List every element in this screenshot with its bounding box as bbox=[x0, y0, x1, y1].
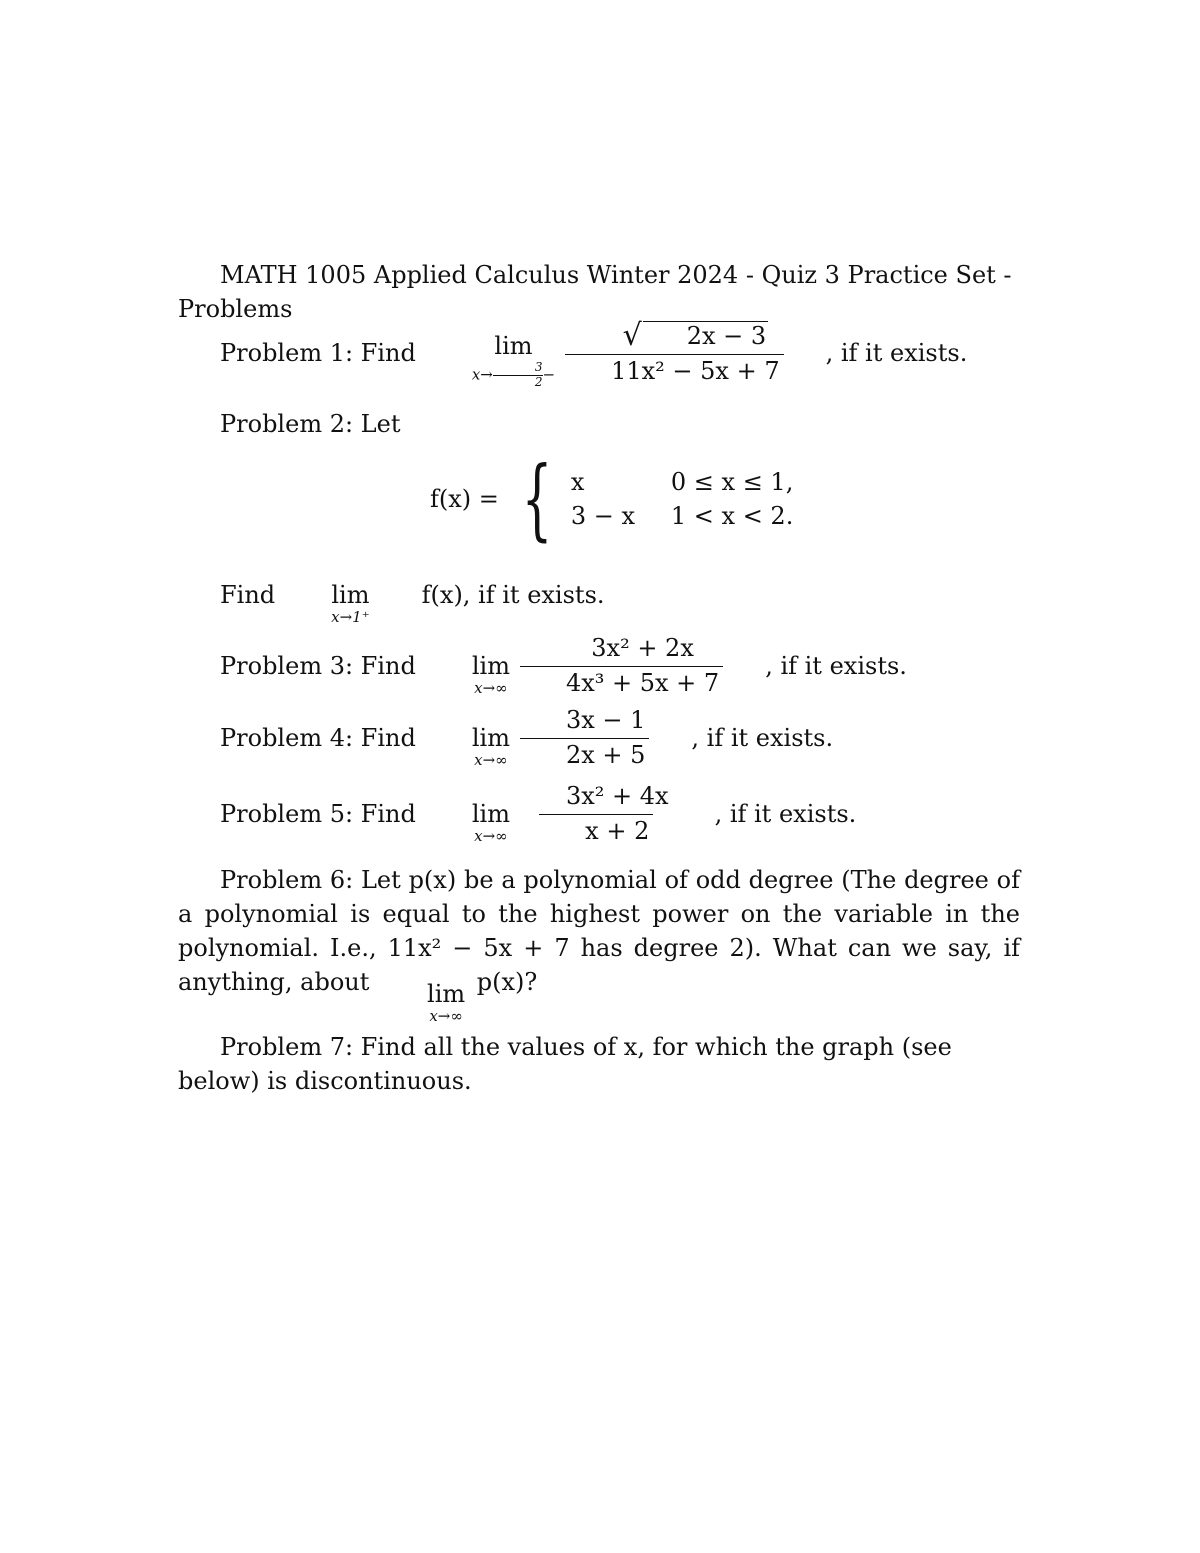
case-1-condition: 0 ≤ x ≤ 1, bbox=[670, 468, 794, 496]
problem-5-label: Problem 5: Find bbox=[220, 800, 416, 828]
problem-2-limit bbox=[289, 583, 370, 625]
problem-1-label: Problem 1: Find bbox=[220, 339, 416, 367]
document-title: MATH 1005 Applied Calculus Winter 2024 - Quiz 3 Practice Set - Problems bbox=[178, 261, 1012, 323]
sub-frac-num: 3 bbox=[534, 360, 543, 375]
piecewise-definition bbox=[430, 447, 794, 550]
find-label: Find bbox=[220, 581, 276, 609]
problem-7: Problem 7: Find all the values of x, for which the graph (see below) is discontinuous. bbox=[178, 1033, 952, 1095]
limit-operator: lim bbox=[331, 581, 370, 609]
problem-4-tail: , if it exists. bbox=[691, 724, 834, 752]
problem-1-fraction bbox=[565, 317, 784, 386]
limit-operator: lim bbox=[471, 800, 510, 828]
problem-5 bbox=[178, 780, 1020, 848]
limit-subscript: x→∞ bbox=[474, 751, 508, 769]
case-1-expr: x bbox=[570, 468, 585, 496]
limit-subscript-var: x→ bbox=[471, 365, 493, 384]
fraction-numerator bbox=[577, 317, 773, 354]
problem-3 bbox=[178, 632, 1020, 700]
limit-operator: lim bbox=[494, 332, 533, 361]
problem-4-limit bbox=[430, 726, 510, 768]
piecewise-cases bbox=[571, 468, 793, 530]
limit-operator: lim bbox=[471, 652, 510, 680]
fraction-numerator: 3x² + 4x bbox=[565, 781, 669, 810]
problem-1 bbox=[178, 318, 1020, 388]
problem-2-label: Problem 2: Let bbox=[220, 410, 401, 438]
problem-6-text: Problem 6: Let p(x) be a polynomial of odd degree (The degree of a polynomial is equal to the highest power on the variable in the polynomial. I.e., 11x² − 5x + 7 has degree 2). What can we say, if anything, about bbox=[178, 866, 1020, 996]
fraction-denominator: 11x² − 5x + 7 bbox=[565, 354, 784, 386]
sqrt-argument: 2x − 3 bbox=[643, 321, 768, 351]
fraction-denominator: 2x + 5 bbox=[520, 738, 649, 770]
limit-subscript: x→1⁺ bbox=[331, 608, 370, 626]
problem-6-limit bbox=[385, 982, 465, 1024]
problem-3-tail: , if it exists. bbox=[765, 652, 907, 680]
problem-5-tail: , if it exists. bbox=[714, 800, 857, 828]
problem-1-tail: , if it exists. bbox=[825, 339, 968, 367]
case-2-condition: 1 < x < 2. bbox=[670, 502, 794, 530]
problem-6 bbox=[178, 863, 1020, 1025]
problem-3-fraction bbox=[520, 635, 723, 697]
piecewise-lhs: f(x) = bbox=[430, 485, 499, 513]
case-2-expr: 3 − x bbox=[570, 502, 636, 530]
problem-4-fraction bbox=[520, 707, 649, 769]
problem-2-expression: f(x), if it exists. bbox=[421, 581, 605, 609]
fraction-denominator: 4x³ + 5x + 7 bbox=[520, 666, 723, 698]
limit-subscript: x→∞ bbox=[474, 679, 508, 697]
fraction-numerator: 3x − 1 bbox=[565, 705, 646, 734]
problem-3-limit bbox=[430, 654, 510, 696]
left-brace: { bbox=[521, 447, 553, 550]
problem-2-question bbox=[178, 570, 1020, 626]
problem-4-label: Problem 4: Find bbox=[220, 724, 416, 752]
problem-5-fraction bbox=[520, 783, 673, 845]
limit-subscript bbox=[430, 361, 555, 390]
limit-operator: lim bbox=[471, 724, 510, 752]
problem-1-limit bbox=[430, 334, 555, 390]
problem-4 bbox=[178, 704, 1020, 772]
problem-6-tail: p(x)? bbox=[476, 968, 538, 996]
limit-subscript: x→∞ bbox=[474, 827, 508, 845]
limit-subscript: x→∞ bbox=[429, 1007, 463, 1025]
problem-3-label: Problem 3: Find bbox=[220, 652, 416, 680]
sqrt-sign: √ bbox=[622, 317, 642, 353]
limit-subscript-fraction bbox=[493, 361, 543, 390]
sub-frac-den: 2 bbox=[493, 375, 543, 390]
limit-operator: lim bbox=[427, 980, 466, 1008]
fraction-numerator: 3x² + 2x bbox=[591, 633, 694, 662]
limit-side: − bbox=[542, 365, 556, 384]
problem-5-limit bbox=[430, 802, 510, 844]
fraction-denominator: x + 2 bbox=[539, 814, 653, 846]
